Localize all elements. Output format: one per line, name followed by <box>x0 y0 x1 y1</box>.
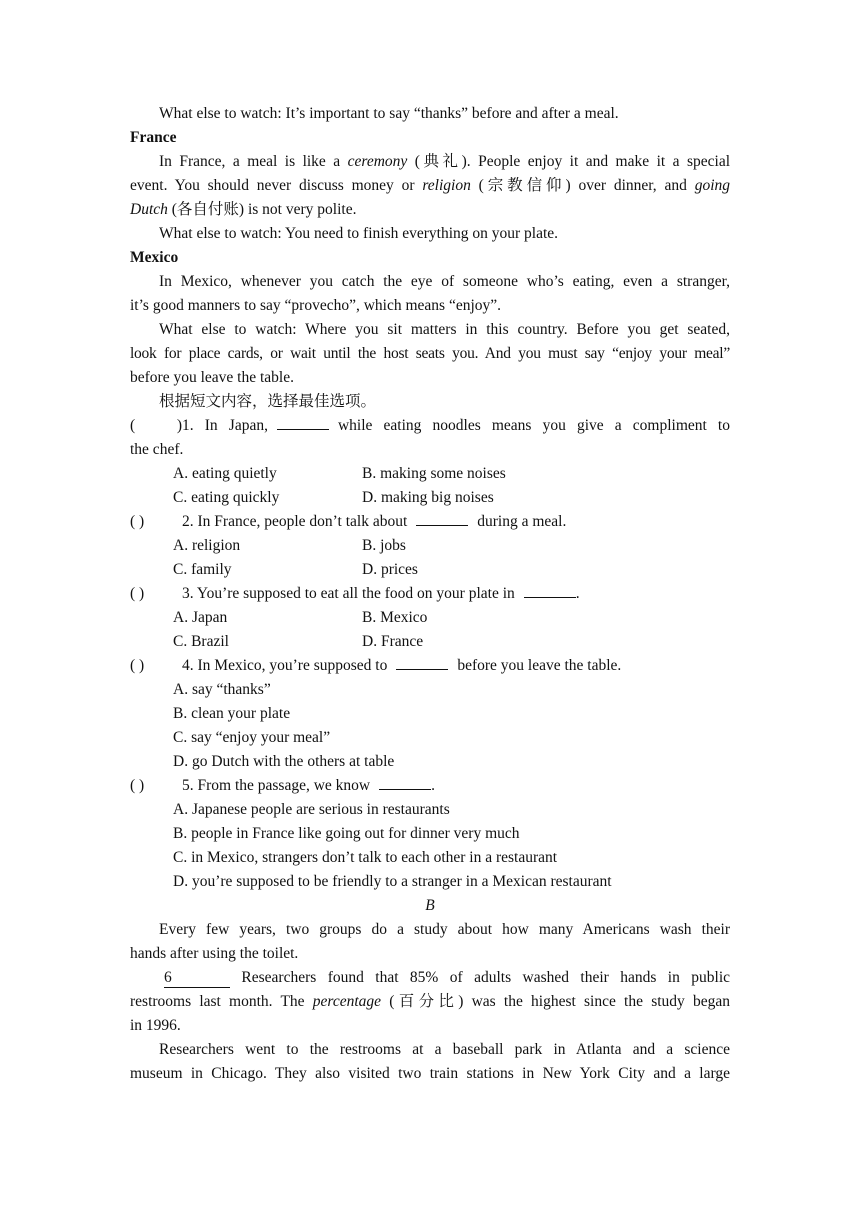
option-b: B. clean your plate <box>173 705 291 722</box>
section-heading-france: France <box>130 129 177 146</box>
document-page <box>130 102 730 1086</box>
option-a: A. say “thanks” <box>173 681 271 698</box>
option-c: C. in Mexico, strangers don’t talk to each other in a restaurant <box>173 849 558 866</box>
paragraph-line: hands after using the toilet. <box>130 945 299 962</box>
paragraph-line: Dutch (各自付账) is not very polite. <box>130 201 357 218</box>
paragraph-line: event. You should never discuss money or religion (宗教信仰) over dinner, and going <box>130 177 730 194</box>
option-row: A. Japan B. Mexico <box>173 609 428 626</box>
option-row: C. eating quickly D. making big noises <box>173 489 494 506</box>
paragraph-line: before you leave the table. <box>130 369 294 386</box>
paragraph-line: What else to watch: Where you sit matters in this country. Before you get seated, <box>159 321 730 338</box>
option-b: B. people in France like going out for dinner very much <box>173 825 520 842</box>
paragraph-line: restrooms last month. The percentage (百分比) was the highest since the study began <box>130 993 730 1010</box>
paragraph-line: What else to watch: You need to finish everything on your plate. <box>159 225 559 242</box>
question-5-stem: ( ) 5. From the passage, we know . <box>130 774 730 798</box>
answer-blank <box>396 654 448 670</box>
option-c: C. say “enjoy your meal” <box>173 729 331 746</box>
paragraph-line: In Mexico, whenever you catch the eye of someone who’s eating, even a stranger, <box>159 273 730 290</box>
section-heading-mexico: Mexico <box>130 249 179 266</box>
option-a: A. Japanese people are serious in restaurants <box>173 801 450 818</box>
answer-blank <box>379 774 431 790</box>
question-1-stem: ( )1. In Japan, while eating noodles means you give a compliment to <box>130 414 730 438</box>
paragraph-line: museum in Chicago. They also visited two train stations in New York City and a large <box>130 1065 730 1082</box>
option-row: C. Brazil D. France <box>173 633 424 650</box>
option-row: C. family D. prices <box>173 561 418 578</box>
paragraph-line: What else to watch: It’s important to say “thanks” before and after a meal. <box>159 105 619 122</box>
paragraph-line: Researchers went to the restrooms at a baseball park in Atlanta and a science <box>159 1041 730 1058</box>
answer-blank <box>277 414 329 430</box>
option-d: D. you’re supposed to be friendly to a stranger in a Mexican restaurant <box>173 873 612 890</box>
paragraph-line: in 1996. <box>130 1017 181 1034</box>
question-3-stem: ( ) 3. You’re supposed to eat all the food on your plate in . <box>130 582 730 606</box>
paragraph-line: look for place cards, or wait until the host seats you. And you must say “enjoy your meal” <box>130 345 730 362</box>
instruction-text: 根据短文内容，选择最佳选项。 <box>159 393 377 410</box>
paragraph-line: Every few years, two groups do a study about how many Americans wash their <box>159 921 730 938</box>
paragraph-line: In France, a meal is like a ceremony (典礼). People enjoy it and make it a special <box>159 153 731 170</box>
option-row: A. eating quietly B. making some noises <box>173 465 506 482</box>
answer-blank <box>524 582 576 598</box>
paragraph-line: it’s good manners to say “provecho”, which means “enjoy”. <box>130 297 502 314</box>
option-row: A. religion B. jobs <box>173 537 406 554</box>
answer-blank <box>416 510 468 526</box>
question-4-stem: ( ) 4. In Mexico, you’re supposed to before you leave the table. <box>130 654 730 678</box>
paragraph-line: the chef. <box>130 441 184 458</box>
paragraph-line: 6 Researchers found that 85% of adults washed their hands in public <box>164 969 731 986</box>
option-d: D. go Dutch with the others at table <box>173 753 395 770</box>
question-2-stem: ( ) 2. In France, people don’t talk about during a meal. <box>130 510 730 534</box>
answer-blank-6: 6 <box>164 969 230 988</box>
section-b-label: B <box>425 897 435 914</box>
